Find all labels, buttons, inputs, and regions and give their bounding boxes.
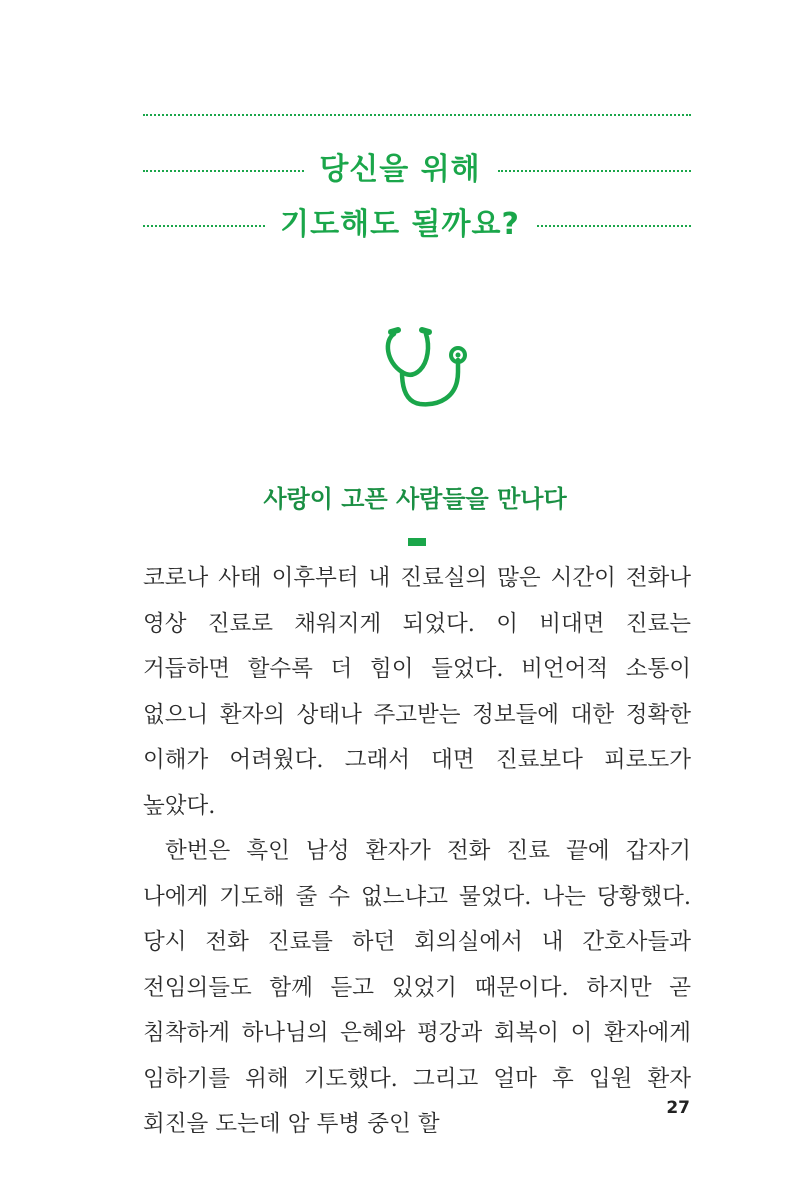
chapter-title-line2 [0,205,800,245]
section-heading: 사랑이 고픈 사람들을 만나다 [263,485,567,513]
chapter-title-line1-text: 당신을 위해 [305,152,494,187]
body-paragraph-1: 코로나 사태 이후부터 내 진료실의 많은 시간이 전화나 영상 진료로 채워지게 되었다. 이 비대면 진료는 거듭하면 할수록 더 힘이 들었다. 비언어적 소통이 없으니 환자의 상태나 주고받는 정보들에 대한 정확한 이해가 어려웠다. 그래서 대면 진료보다 피로도가 높았다. [143,565,691,819]
page-number: 27 [666,1098,690,1118]
chapter-title-line2-text: 기도해도 될까요? [266,207,534,242]
body-text [143,556,691,1148]
top-dotted-rule [143,114,691,116]
chapter-title-line1 [0,150,800,190]
heading-underline-bar [408,538,426,546]
body-paragraph-2: 한번은 흑인 남성 환자가 전화 진료 끝에 갑자기 나에게 기도해 줄 수 없느냐고 물었다. 나는 당황했다. 당시 전화 진료를 하던 회의실에서 내 간호사들과 전임의들도 함께 듣고 있었기 때문이다. 하지만 곧 침착하게 하나님의 은혜와 평강과 회복이 이 환자에게 임하기를 위해 기도했다. 그리고 얼마 후 입원 환자 회진을 도는데 암 투병 중인 할 [143,838,691,1137]
stethoscope-icon [380,322,480,422]
